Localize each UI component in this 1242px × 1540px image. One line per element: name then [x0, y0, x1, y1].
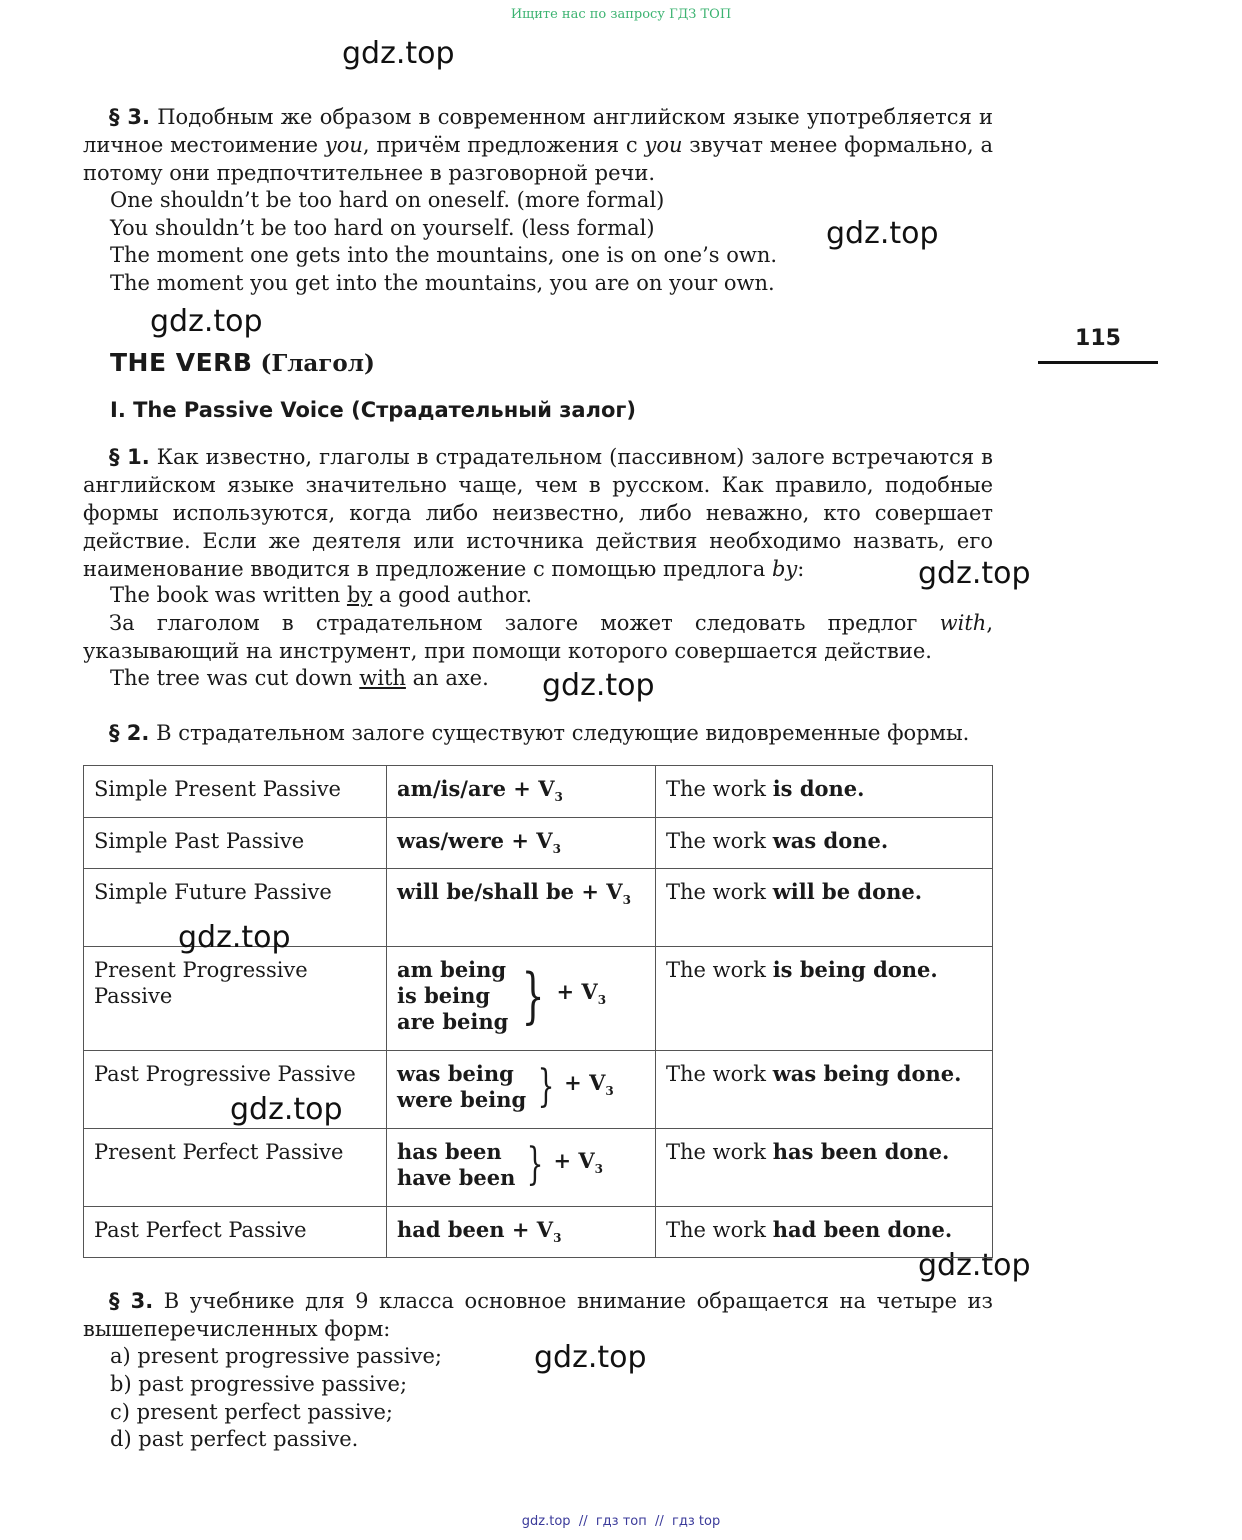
form-example: The work is being done. [656, 947, 993, 1051]
form-formula: $am/is/are + V_3$ [387, 766, 656, 818]
form-formula: had been + $V_3$ [387, 1207, 656, 1258]
list-item: b) past progressive passive; [110, 1372, 408, 1396]
form-example: The work has been done. [656, 1129, 993, 1207]
table-row [84, 1129, 993, 1207]
table-row [84, 947, 993, 1051]
watermark: gdz.top [342, 36, 455, 71]
watermark: gdz.top [230, 1092, 343, 1127]
form-formula: am being is being are being } + $V_3$ [387, 947, 656, 1051]
example-line: The moment you get into the mountains, you are on your own. [110, 271, 775, 295]
footer-links: gdz.top // гдз топ // гдз top [521, 1514, 721, 1529]
watermark: gdz.top [918, 556, 1031, 591]
brace-icon: } [537, 1061, 555, 1112]
list-item: c) present perfect passive; [110, 1400, 393, 1424]
table-row [84, 1051, 993, 1129]
paragraph-section-3: § 3. В учебнике для 9 класса основное внимание обращается на четыре из вышеперечисленных форм: [83, 1289, 993, 1341]
form-name: Past Perfect Passive [84, 1207, 387, 1258]
form-name: Present Perfect Passive [84, 1129, 387, 1207]
watermark: gdz.top [918, 1248, 1031, 1283]
example-by: The book was written by a good author. [110, 583, 533, 607]
table-row [84, 766, 993, 818]
form-name: Simple Present Passive [84, 766, 387, 818]
paragraph-section-2: § 2. В страдательном залоге существуют следующие видовременные формы. [109, 721, 970, 745]
example-line: The moment one gets into the mountains, one is on one’s own. [110, 243, 778, 267]
page-number-rule [1038, 361, 1158, 364]
form-name: Simple Future Passive [84, 869, 387, 947]
form-name: Past Progressive Passive [84, 1051, 387, 1129]
watermark: gdz.top [178, 920, 291, 955]
table-row [84, 818, 993, 869]
watermark: gdz.top [542, 668, 655, 703]
table-row [84, 1207, 993, 1258]
form-formula: has been have been } + $V_3$ [387, 1129, 656, 1207]
brace-icon: } [521, 961, 545, 1031]
brace-icon: } [527, 1139, 544, 1190]
form-formula: will be/shall be + $V_3$ [387, 869, 656, 947]
watermark: gdz.top [534, 1340, 647, 1375]
page-number: 115 [1075, 326, 1121, 351]
form-example: The work had been done. [656, 1207, 993, 1258]
list-item: a) present progressive passive; [110, 1344, 443, 1368]
heading-passive-voice: I. The Passive Voice (Страдательный залог) [110, 398, 636, 422]
section-mark: § 3. [109, 105, 150, 129]
passive-forms-table [83, 765, 993, 1258]
example-with: The tree was cut down with an axe. [110, 666, 489, 690]
form-name: Simple Past Passive [84, 818, 387, 869]
example-line: You shouldn’t be too hard on yourself. (less formal) [110, 216, 655, 240]
form-example: The work was done. [656, 818, 993, 869]
paragraph-pronoun: § 3. Подобным же образом в современном английском языке употребляется и личное местоимение you, причём предложения с you звучат менее формально, а потому они предпочтительнее в разговорной речи. [83, 105, 993, 185]
form-formula: was being were being } + $V_3$ [387, 1051, 656, 1129]
list-item: d) past perfect passive. [110, 1427, 359, 1451]
watermark: gdz.top [826, 216, 939, 251]
form-example: The work will be done. [656, 869, 993, 947]
top-note: Ищите нас по запросу ГДЗ ТОП [510, 7, 732, 22]
watermark: gdz.top [150, 304, 263, 339]
paragraph-with: За глаголом в страдательном залоге может следовать предлог with, указывающий на инструмент, при помощи которого совершается действие. [83, 611, 993, 663]
form-formula: was/were + $V_3$ [387, 818, 656, 869]
example-line: One shouldn’t be too hard on oneself. (more formal) [110, 188, 665, 212]
form-example: The work was being done. [656, 1051, 993, 1129]
form-example: The work is done. [656, 766, 993, 818]
paragraph-section-1: § 1. Как известно, глаголы в страдательном (пассивном) залоге встречаются в английском языке значительно чаще, чем в русском. Как правило, подобные формы используются, когда либо неизвестно, либо неважно, кто совершает действие. Если же деятеля или источника действия необходимо назвать, его наименование вводится в предложение с помощью предлога by: [83, 445, 993, 581]
form-name: Present Progressive Passive [84, 947, 387, 1051]
heading-verb: THE VERB (Глагол) [110, 348, 375, 377]
